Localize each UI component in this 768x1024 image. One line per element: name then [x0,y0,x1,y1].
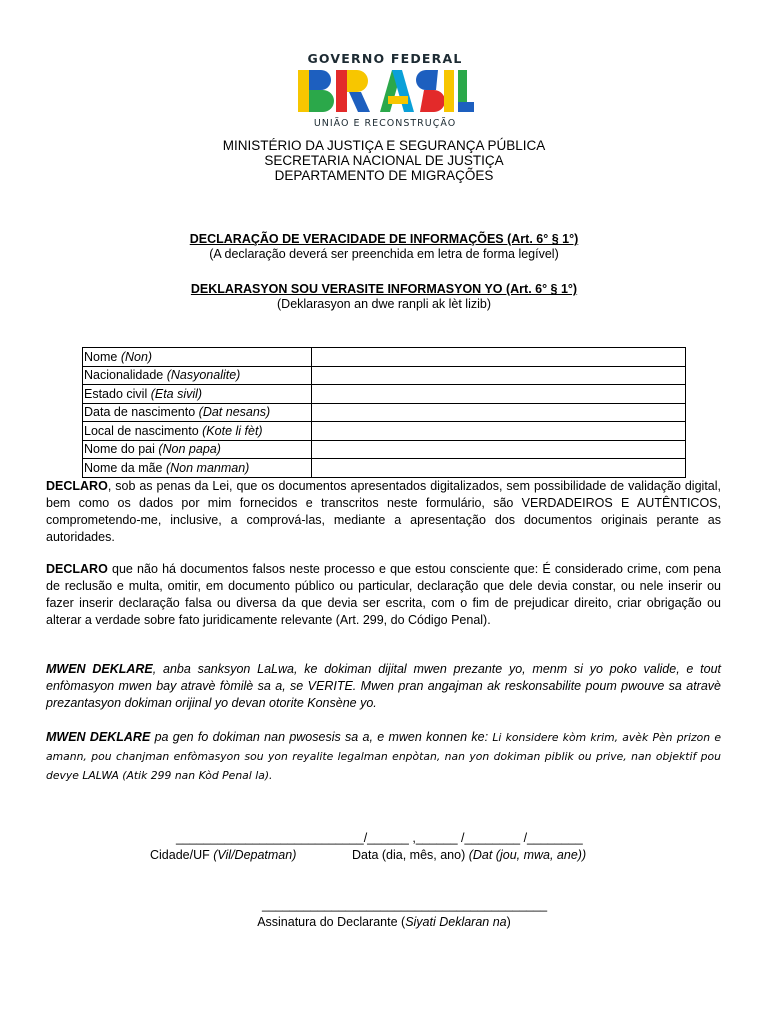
signature-line[interactable]: _________________________________________ [262,898,548,912]
declaro-lead-2: DECLARO [46,562,108,576]
place-label: Cidade/UF [150,848,214,862]
date-caption [352,848,586,862]
governo-federal-logo [292,46,478,134]
field-label-cell [83,366,312,385]
field-value-cell[interactable] [312,403,686,422]
place-caption [150,848,296,862]
field-value-cell[interactable] [312,348,686,367]
field-label: Local de nascimento [84,423,203,438]
signature-label-end: ) [506,915,511,929]
declaration-paragraph-1 [46,478,721,546]
declaration-paragraph-2 [46,561,721,629]
field-value-cell[interactable] [312,366,686,385]
table-row [83,385,686,404]
logo-bottom-text: UNIÃO E RECONSTRUÇÃO [313,118,457,129]
signature-label: Assinatura do Declarante ( [257,915,406,929]
field-label-cell [83,403,312,422]
place-label-ht: (Vil/Depatman) [213,848,297,862]
personal-data-table [82,347,686,478]
subtitle-haitian-creole: (Deklarasyon an dwe ranpli ak lèt lizib) [277,297,491,311]
paragraph-3-text: , anba sanksyon LaLwa, ke dokiman dijital mwen prezante yo, menm si yo poko valide, e tout enfòmasyon mwen bay atravè fòmilè sa a, se VERITE. Mwen pran angajman ak reskonsabilite poum pwouve sa atravè prezantasyon dokiman orijinal yo devan otorite Konsène yo. [46,662,721,710]
field-label-cell [83,440,312,459]
field-label-ht: (Non manman) [165,460,250,475]
table-row [83,348,686,367]
ministry-name: MINISTÉRIO DA JUSTIÇA E SEGURANÇA PÚBLICA [222,138,546,153]
logo-top-text: GOVERNO FEDERAL [307,51,463,66]
field-label: Nome do pai [84,442,159,457]
paragraph-4-text: pa gen fo dokiman nan pwosesis sa a, e mwen konnen ke: [150,730,493,744]
mwen-deklare-lead-2: MWEN DEKLARE [46,730,151,744]
field-label-cell [83,459,312,478]
declaration-paragraph-4 [46,728,721,785]
field-value-cell[interactable] [312,459,686,478]
declaro-lead-1: DECLARO [46,479,108,493]
field-label-ht: (Non papa) [158,442,221,457]
field-label: Nacionalidade [84,368,167,383]
table-row [83,422,686,441]
field-label-ht: (Nasyonalite) [166,368,241,383]
place-date-line[interactable]: ___________________________/______ ,______ /________ /________ [176,831,583,845]
field-label-ht: (Non) [120,349,153,364]
field-label-cell [83,422,312,441]
field-value-cell[interactable] [312,385,686,404]
paragraph-4-tail: Li konsidere kòm krim, avèk Pèn prizon e amann, pou chanjman enfòmasyon sou yon reyalite legalman enpòtan, nan yon dokiman piblik ou prive, nan objektif pou devye LALWA (Atik 299 nan Kòd Penal la). [46,731,722,782]
field-label-ht: (Kote li fèt) [202,423,263,438]
field-label-ht: (Eta sivil) [150,386,203,401]
field-value-cell[interactable] [312,440,686,459]
field-label: Nome da mãe [84,460,166,475]
title-portuguese: DECLARAÇÃO DE VERACIDADE DE INFORMAÇÕES (Art. 6° § 1°) [189,232,579,246]
brasil-wordmark [298,68,474,114]
field-label-ht: (Dat nesans) [198,405,271,420]
date-label-ht: (Dat (jou, mwa, ane)) [468,848,587,862]
subtitle-portuguese: (A declaração deverá ser preenchida em letra de forma legível) [209,247,559,261]
field-label: Nome [84,349,121,364]
department-name: DEPARTAMENTO DE MIGRAÇÕES [274,168,494,183]
mwen-deklare-lead-1: MWEN DEKLARE [46,662,153,676]
signature-label-ht: Siyati Deklaran na [405,915,507,929]
table-row [83,440,686,459]
title-haitian-creole: DEKLARASYON SOU VERASITE INFORMASYON YO (Art. 6° § 1°) [190,282,578,296]
field-label-cell [83,385,312,404]
field-value-cell[interactable] [312,422,686,441]
field-label-cell [83,348,312,367]
declaration-paragraph-3 [46,661,721,712]
field-label: Data de nascimento [84,405,199,420]
signature-caption [0,915,768,929]
date-label: Data (dia, mês, ano) [352,848,469,862]
secretariat-name: SECRETARIA NACIONAL DE JUSTIÇA [264,153,504,168]
table-row [83,459,686,478]
table-row [83,366,686,385]
field-label: Estado civil [84,386,151,401]
table-row [83,403,686,422]
paragraph-1-text: , sob as penas da Lei, que os documentos apresentados digitalizados, sem possibilidade de validação digital, bem como os dados por mim fornecidos e transcritos neste formulário, são VERDADEIROS E AUTÊNTICOS, comprometendo-me, inclusive, a comprová-las, mediante a apresentação dos documentos originais perante as autoridades. [46,479,721,544]
paragraph-2-text: que não há documentos falsos neste processo e que estou consciente que: É considerado crime, com pena de reclusão e multa, omitir, em documento público ou particular, declaração que dele devia constar, ou nele inserir ou fazer inserir declaração falsa ou diversa da que devia ser escrita, com o fim de prejudicar direito, criar obrigação ou alterar a verdade sobre fato juridicamente relevante (Art. 299, do Código Penal). [46,562,721,627]
